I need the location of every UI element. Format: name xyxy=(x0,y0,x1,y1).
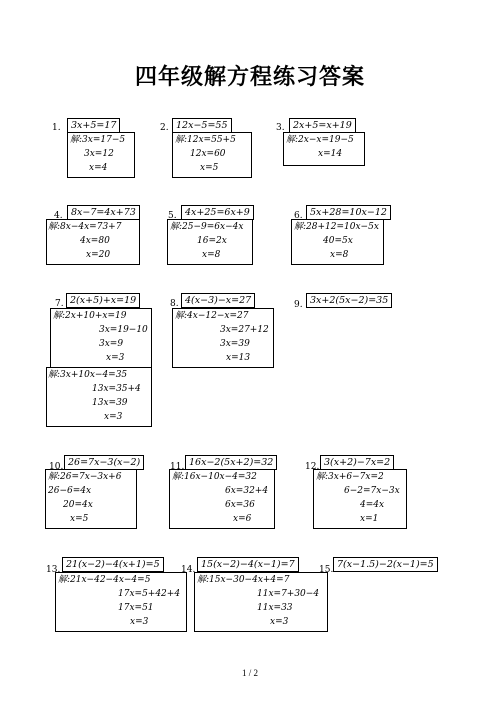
solution-line: 20=4x xyxy=(63,500,93,510)
problem-equation: 3(x+2)−7x=2 xyxy=(320,455,394,470)
solution-line: 解:4x−12−x=27 xyxy=(175,311,249,321)
problem-equation: 4(x−3)−x=27 xyxy=(181,293,255,308)
solution-line: 6x=36 xyxy=(225,500,255,510)
problem-equation: 4x+25=6x+9 xyxy=(181,205,254,220)
problem-number: 13. xyxy=(46,565,61,575)
problem-number: 7. xyxy=(55,299,64,309)
solution-line: x=3 xyxy=(270,617,289,627)
solution-line: x=8 xyxy=(330,250,349,260)
solution-line: 解:15x−30−4x+4=7 xyxy=(197,575,290,585)
problem-equation: 5x+28=10x−12 xyxy=(306,205,391,220)
problem-number: 1. xyxy=(52,123,61,133)
solution-line: x=1 xyxy=(360,514,379,524)
problem-equation: 15(x−2)−4(x−1)=7 xyxy=(197,557,299,572)
solution-line: x=8 xyxy=(202,250,221,260)
solution-line: x=14 xyxy=(318,149,343,159)
problem-number: 2. xyxy=(160,123,169,133)
problem-equation: 26=7x−3(x−2) xyxy=(64,455,144,470)
problem-number: 14. xyxy=(181,565,196,575)
problem-equation: 12x−5=55 xyxy=(172,118,232,133)
solution-line: 3x=19−10 xyxy=(99,325,148,335)
problem-number: 9. xyxy=(294,300,303,310)
solution-line: 26−6=4x xyxy=(48,486,92,496)
solution-line: 3x=9 xyxy=(99,339,124,349)
solution-line: x=5 xyxy=(70,514,89,524)
problem-number: 10. xyxy=(49,462,64,472)
problem-number: 15. xyxy=(319,565,334,575)
solution-line: 17x=5+42+4 xyxy=(118,589,181,599)
solution-line: 解:2x−x=19−5 xyxy=(286,135,354,145)
solution-line: 3x=27+12 xyxy=(220,325,269,335)
solution-line: 解:16x−10x−4=32 xyxy=(172,472,257,482)
problem-number: 11. xyxy=(170,462,185,472)
solution-line: 解:3x=17−5 xyxy=(70,135,126,145)
solution-line: 3x=39 xyxy=(220,339,250,349)
problem-number: 8. xyxy=(170,299,179,309)
problem-equation: 3x+5=17 xyxy=(67,118,120,133)
problem-number: 4. xyxy=(54,211,63,221)
solution-line: 解:21x−42−4x−4=5 xyxy=(58,575,151,585)
solution-line: 解:28+12=10x−5x xyxy=(294,222,379,232)
solution-line: 12x=60 xyxy=(190,149,226,159)
solution-line: 解:25−9=6x−4x xyxy=(170,222,244,232)
solution-line: x=4 xyxy=(89,163,108,173)
solution-line: 40=5x xyxy=(323,236,353,246)
solution-line: 解:3x+10x−4=35 xyxy=(48,370,128,380)
solution-line: 3x=12 xyxy=(84,149,114,159)
solution-line: 解:26=7x−3x+6 xyxy=(48,472,122,482)
problem-number: 3. xyxy=(276,123,285,133)
solution-line: 6−2=7x−3x xyxy=(344,486,400,496)
problem-equation: 3x+2(5x−2)=35 xyxy=(306,293,392,308)
page-title: 四年级解方程练习答案 xyxy=(134,64,365,90)
solution-line: 解:2x+10+x=19 xyxy=(53,311,127,321)
solution-line: 解:8x−4x=73+7 xyxy=(48,222,122,232)
problem-equation: 16x−2(5x+2)=32 xyxy=(185,455,277,470)
problem-equation: 21(x−2)−4(x+1)=5 xyxy=(62,557,164,572)
solution-line: 解:3x+6−7x=2 xyxy=(316,472,384,482)
solution-line: x=6 xyxy=(233,514,252,524)
problem-number: 12. xyxy=(305,462,320,472)
solution-line: 13x=39 xyxy=(92,398,128,408)
solution-line: x=5 xyxy=(200,163,219,173)
solution-line: 4x=80 xyxy=(80,236,110,246)
page-number: 1 / 2 xyxy=(241,668,258,678)
solution-line: 13x=35+4 xyxy=(92,384,141,394)
problem-number: 5. xyxy=(168,211,177,221)
solution-line: 11x=7+30−4 xyxy=(257,589,320,599)
problem-equation: 2x+5=x+19 xyxy=(289,118,356,133)
solution-line: x=20 xyxy=(86,250,111,260)
problem-equation: 8x−7=4x+73 xyxy=(67,205,140,220)
problem-equation: 2(x+5)+x=19 xyxy=(66,293,140,308)
solution-line: 6x=32+4 xyxy=(225,486,269,496)
problem-number: 6. xyxy=(294,211,303,221)
solution-line: x=3 xyxy=(106,353,125,363)
solution-line: 4=4x xyxy=(360,500,385,510)
solution-line: x=3 xyxy=(104,412,123,422)
solution-line: 16=2x xyxy=(197,236,227,246)
problem-equation: 7(x−1.5)−2(x−1)=5 xyxy=(333,557,438,572)
solution-line: 11x=33 xyxy=(257,603,293,613)
solution-line: 17x=51 xyxy=(118,603,154,613)
solution-line: x=3 xyxy=(130,617,149,627)
solution-line: 解:12x=55+5 xyxy=(175,135,236,145)
solution-line: x=13 xyxy=(226,353,251,363)
